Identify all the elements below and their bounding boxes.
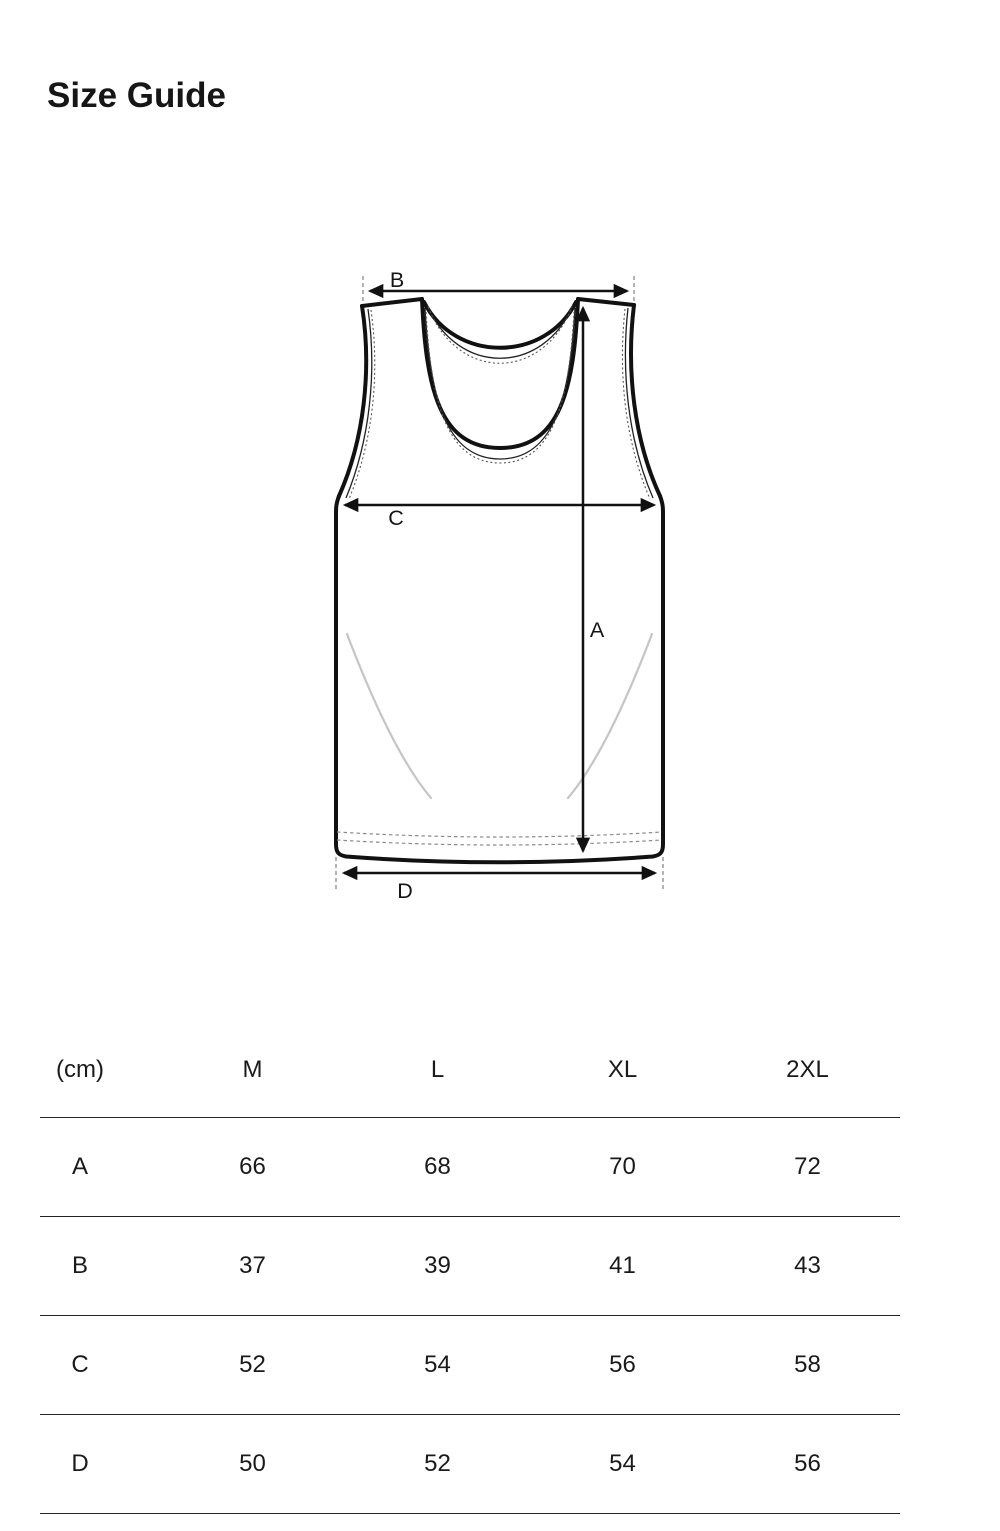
- dimension-label-d: D: [397, 879, 413, 903]
- tank-top-outline: [336, 299, 663, 862]
- cell-value: 50: [239, 1450, 266, 1477]
- hem-stitching: [337, 832, 662, 845]
- cell-value: 58: [794, 1351, 821, 1378]
- cell-value: 39: [424, 1252, 451, 1279]
- cell-value: 43: [794, 1252, 821, 1279]
- cell-value: 56: [609, 1351, 636, 1378]
- cell-value: 37: [239, 1252, 266, 1279]
- cell-value: 54: [609, 1450, 636, 1477]
- size-column-2xl: 2XL: [786, 1055, 829, 1083]
- table-row-c: [0, 1316, 900, 1414]
- size-table-header-row: [0, 1022, 900, 1117]
- cell-value: 56: [794, 1450, 821, 1477]
- page-title: Size Guide: [47, 76, 226, 115]
- size-column-xl: XL: [607, 1055, 638, 1083]
- cell-value: 41: [609, 1252, 636, 1279]
- dimension-arrows: [344, 291, 655, 873]
- table-row-b: [0, 1217, 900, 1315]
- dimension-label-a: A: [589, 618, 605, 642]
- size-column-l: L: [430, 1055, 445, 1083]
- unit-header: (cm): [56, 1055, 104, 1083]
- table-row-d: [0, 1415, 900, 1513]
- neckline-front-stitch: [426, 312, 574, 463]
- cell-value: 72: [794, 1153, 821, 1180]
- cell-value: 54: [424, 1351, 451, 1378]
- neckline-front: [422, 299, 578, 448]
- neckline-back: [424, 302, 576, 348]
- fabric-wrinkles: [347, 634, 652, 798]
- row-label: C: [71, 1351, 89, 1378]
- cell-value: 70: [609, 1153, 636, 1180]
- size-table: [0, 1022, 900, 1514]
- row-label: B: [71, 1252, 88, 1279]
- dimension-guides: [336, 276, 663, 891]
- row-label: D: [71, 1450, 89, 1477]
- tank-top-diagram: [280, 240, 720, 920]
- row-label: A: [71, 1153, 88, 1180]
- dimension-label-c: C: [388, 506, 404, 530]
- size-column-m: M: [242, 1055, 263, 1083]
- wrinkle-right: [568, 634, 652, 798]
- body-and-hem-edge: [336, 496, 663, 862]
- hem-stitch-lower: [337, 840, 662, 845]
- hem-stitch-upper: [337, 832, 662, 837]
- table-row-a: [0, 1118, 900, 1216]
- cell-value: 66: [239, 1153, 266, 1180]
- armhole-left-edge: [339, 306, 366, 496]
- neckline-back-stitch: [428, 307, 572, 363]
- table-divider: [40, 1513, 900, 1514]
- shoulder-right-edge: [578, 299, 634, 305]
- shoulder-left-edge: [362, 299, 422, 306]
- dimension-label-b: B: [389, 268, 405, 292]
- cell-value: 68: [424, 1153, 451, 1180]
- wrinkle-left: [347, 634, 431, 798]
- cell-value: 52: [424, 1450, 451, 1477]
- cell-value: 52: [239, 1351, 266, 1378]
- armhole-right-edge: [631, 305, 660, 496]
